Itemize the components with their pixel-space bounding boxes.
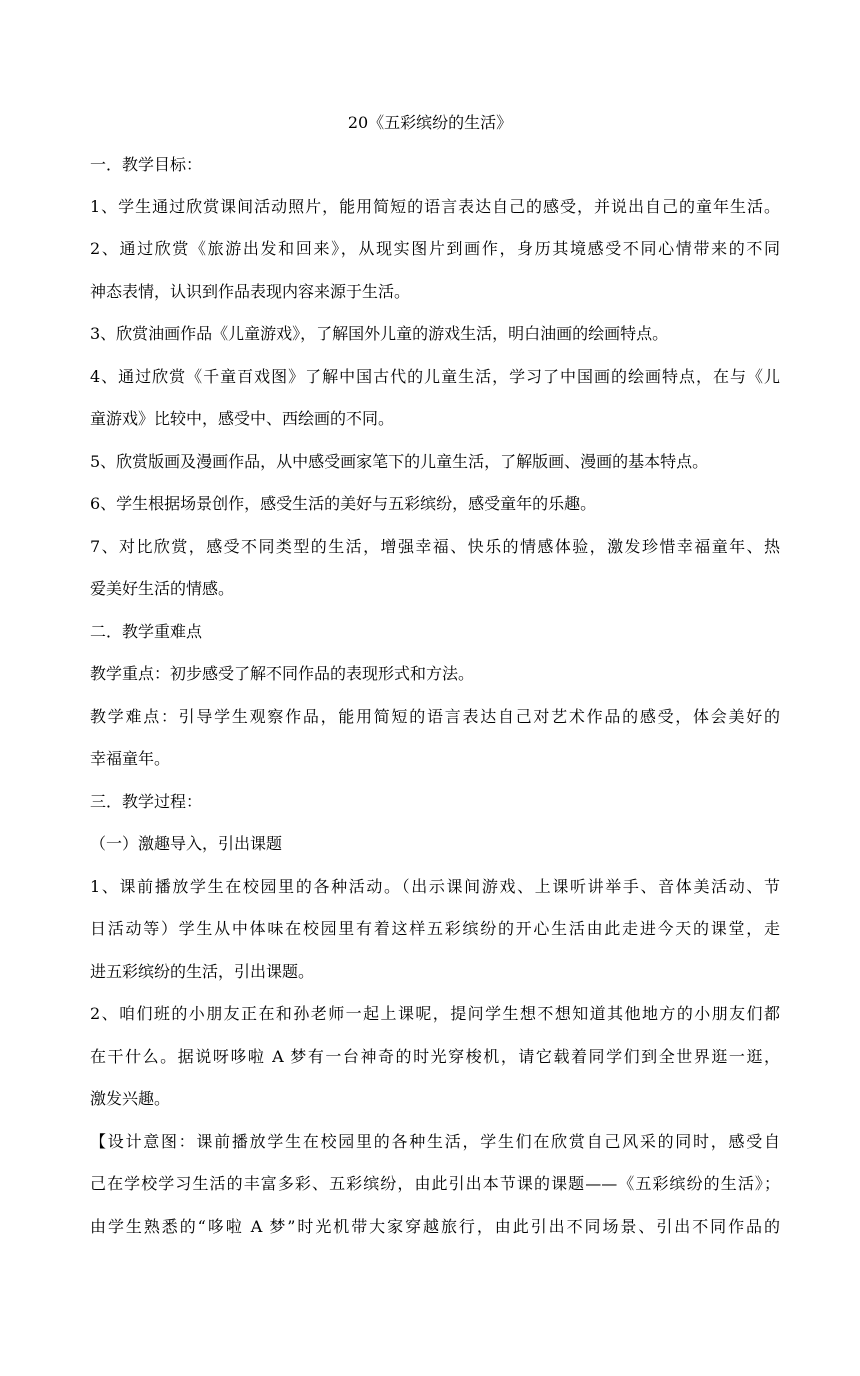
paragraph-line: 童游戏》比较中，感受中、西绘画的不同。: [90, 409, 395, 428]
paragraph-line: 4、通过欣赏《千童百戏图》了解中国古代的儿童生活，学习了中国画的绘画特点，在与《儿: [90, 367, 780, 386]
design-intent-line: 由学生熟悉的“哆啦 A 梦”时光机带大家穿越旅行，由此引出不同场景、引出不同作品的: [90, 1217, 780, 1236]
paragraph-line: 2、通过欣赏《旅游出发和回来》，从现实图片到画作，身历其境感受不同心情带来的不同: [90, 239, 780, 258]
paragraph-line: 爱美好生活的情感。: [90, 579, 235, 598]
paragraph-line: 3、欣赏油画作品《儿童游戏》，了解国外儿童的游戏生活，明白油画的绘画特点。: [90, 324, 669, 343]
paragraph-line: 1、学生通过欣赏课间活动照片，能用简短的语言表达自己的感受，并说出自己的童年生活。: [90, 197, 780, 216]
paragraph-line: 神态表情，认识到作品表现内容来源于生活。: [90, 282, 411, 301]
paragraph-line: 2、咱们班的小朋友正在和孙老师一起上课呢，提问学生想不想知道其他地方的小朋友们都: [90, 1004, 780, 1023]
section-heading-key-points: 二．教学重难点: [90, 622, 203, 641]
paragraph-line: 5、欣赏版画及漫画作品，从中感受画家笔下的儿童生活，了解版画、漫画的基本特点。: [90, 452, 709, 471]
paragraph-line: 7、对比欣赏，感受不同类型的生活，增强幸福、快乐的情感体验，激发珍惜幸福童年、热: [90, 537, 780, 556]
paragraph-line: 教学重点：初步感受了解不同作品的表现形式和方法。: [90, 664, 475, 683]
section-heading-process: 三．教学过程：: [90, 792, 203, 811]
paragraph-line: 1、课前播放学生在校园里的各种活动。（出示课间游戏、上课听讲举手、音体美活动、节: [90, 877, 780, 896]
paragraph-line: 教学难点：引导学生观察作品，能用简短的语言表达自己对艺术作品的感受，体会美好的: [90, 707, 780, 726]
paragraph-line: 进五彩缤纷的生活，引出课题。: [90, 962, 315, 981]
design-intent-line: 己在学校学习生活的丰富多彩、五彩缤纷，由此引出本节课的课题——《五彩缤纷的生活》；: [90, 1174, 780, 1193]
section-heading-objectives: 一．教学目标：: [90, 155, 203, 174]
paragraph-line: 激发兴趣。: [90, 1089, 171, 1108]
paragraph-line: 在干什么。据说呀哆啦 A 梦有一台神奇的时光穿梭机，请它载着同学们到全世界逛一逛，: [90, 1047, 780, 1066]
paragraph-line: 日活动等）学生从中体味在校园里有着这样五彩缤纷的开心生活由此走进今天的课堂，走: [90, 919, 780, 938]
paragraph-line: 6、学生根据场景创作，感受生活的美好与五彩缤纷，感受童年的乐趣。: [90, 494, 597, 513]
design-intent-line: 【设计意图：课前播放学生在校园里的各种生活，学生们在欣赏自己风采的同时，感受自: [90, 1132, 780, 1151]
document-title: 20《五彩缤纷的生活》: [347, 113, 513, 132]
subsection-heading: （一）激趣导入，引出课题: [90, 834, 283, 853]
paragraph-line: 幸福童年。: [90, 749, 171, 768]
